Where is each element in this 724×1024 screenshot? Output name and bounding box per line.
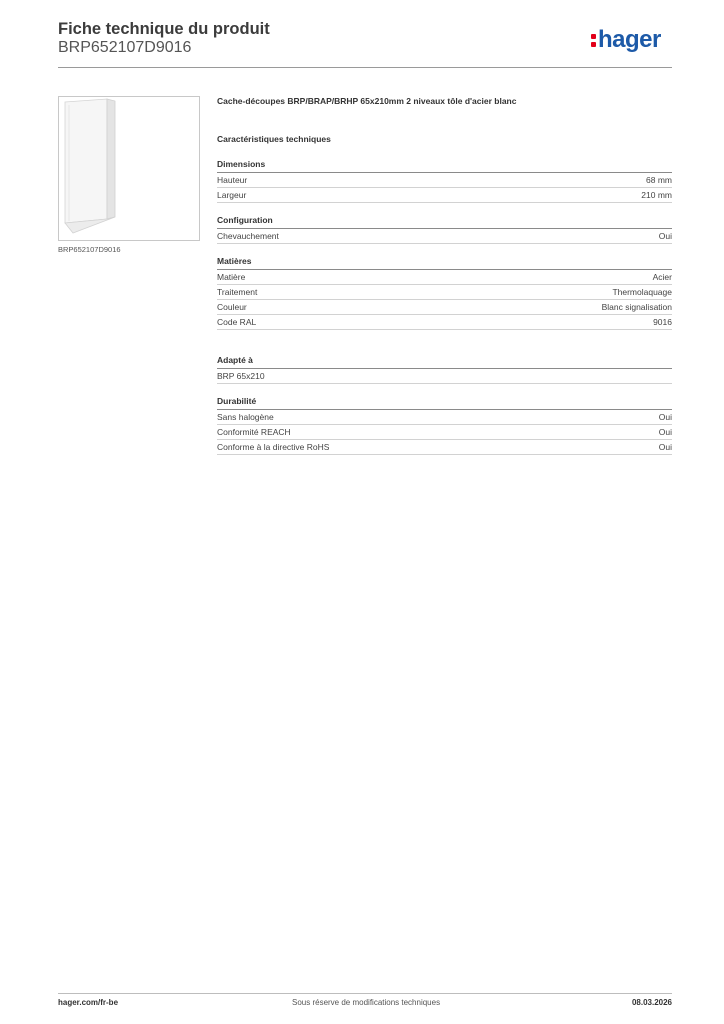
spec-label: Matière bbox=[217, 272, 246, 282]
spec-value: Oui bbox=[658, 442, 672, 452]
spec-section bbox=[217, 353, 672, 384]
section-title: Dimensions bbox=[217, 157, 672, 173]
spec-row bbox=[217, 440, 672, 455]
page-title: Fiche technique du produit bbox=[58, 20, 270, 38]
cable-cover-illustration bbox=[59, 97, 199, 240]
spec-value: 68 mm bbox=[646, 175, 672, 185]
section-title: Adapté à bbox=[217, 353, 672, 369]
spec-section bbox=[217, 213, 672, 244]
spec-label: Largeur bbox=[217, 190, 247, 200]
image-caption: BRP652107D9016 bbox=[58, 245, 121, 254]
spec-heading: Caractéristiques techniques bbox=[217, 134, 331, 144]
footer-divider bbox=[58, 993, 672, 994]
spec-row bbox=[217, 229, 672, 244]
spec-label: Conforme à la directive RoHS bbox=[217, 442, 330, 452]
spec-section bbox=[217, 254, 672, 330]
spec-row bbox=[217, 315, 672, 330]
spec-row bbox=[217, 285, 672, 300]
product-description: Cache-découpes BRP/BRAP/BRHP 65x210mm 2 niveaux tôle d'acier blanc bbox=[217, 96, 517, 106]
spec-label: Hauteur bbox=[217, 175, 248, 185]
spec-section bbox=[217, 394, 672, 455]
spec-row bbox=[217, 369, 672, 384]
spec-label: Sans halogène bbox=[217, 412, 274, 422]
spec-label: Chevauchement bbox=[217, 231, 279, 241]
product-reference: BRP652107D9016 bbox=[58, 39, 192, 56]
header-divider bbox=[58, 67, 672, 68]
section-title: Configuration bbox=[217, 213, 672, 229]
spec-row bbox=[217, 270, 672, 285]
spec-value: 210 mm bbox=[641, 190, 672, 200]
spec-value: Blanc signalisation bbox=[601, 302, 672, 312]
logo-dots-icon bbox=[591, 31, 596, 48]
spec-label: Conformité REACH bbox=[217, 427, 291, 437]
spec-row bbox=[217, 188, 672, 203]
spec-row bbox=[217, 425, 672, 440]
hager-logo bbox=[591, 28, 661, 52]
spec-value: Oui bbox=[658, 427, 672, 437]
footer-date: 08.03.2026 bbox=[631, 998, 672, 1007]
spec-label: Code RAL bbox=[217, 317, 257, 327]
spec-value: Oui bbox=[658, 231, 672, 241]
logo-text: hager bbox=[598, 26, 661, 53]
spec-row bbox=[217, 300, 672, 315]
spec-value: 9016 bbox=[653, 317, 672, 327]
spec-label: Traitement bbox=[217, 287, 258, 297]
footer-website: hager.com/fr-be bbox=[58, 998, 119, 1007]
section-title: Matières bbox=[217, 254, 672, 270]
spec-label: BRP 65x210 bbox=[217, 371, 265, 381]
spec-row bbox=[217, 173, 672, 188]
footer-notice: Sous réserve de modifications techniques bbox=[292, 998, 441, 1007]
spec-value: Oui bbox=[658, 412, 672, 422]
section-title: Durabilité bbox=[217, 394, 672, 410]
spec-value: Thermolaquage bbox=[612, 287, 672, 297]
product-image bbox=[58, 96, 200, 241]
spec-panel bbox=[217, 93, 672, 455]
spec-sections bbox=[217, 157, 672, 455]
spec-row bbox=[217, 410, 672, 425]
spec-value: Acier bbox=[652, 272, 672, 282]
spec-label: Couleur bbox=[217, 302, 247, 312]
spec-section bbox=[217, 157, 672, 203]
